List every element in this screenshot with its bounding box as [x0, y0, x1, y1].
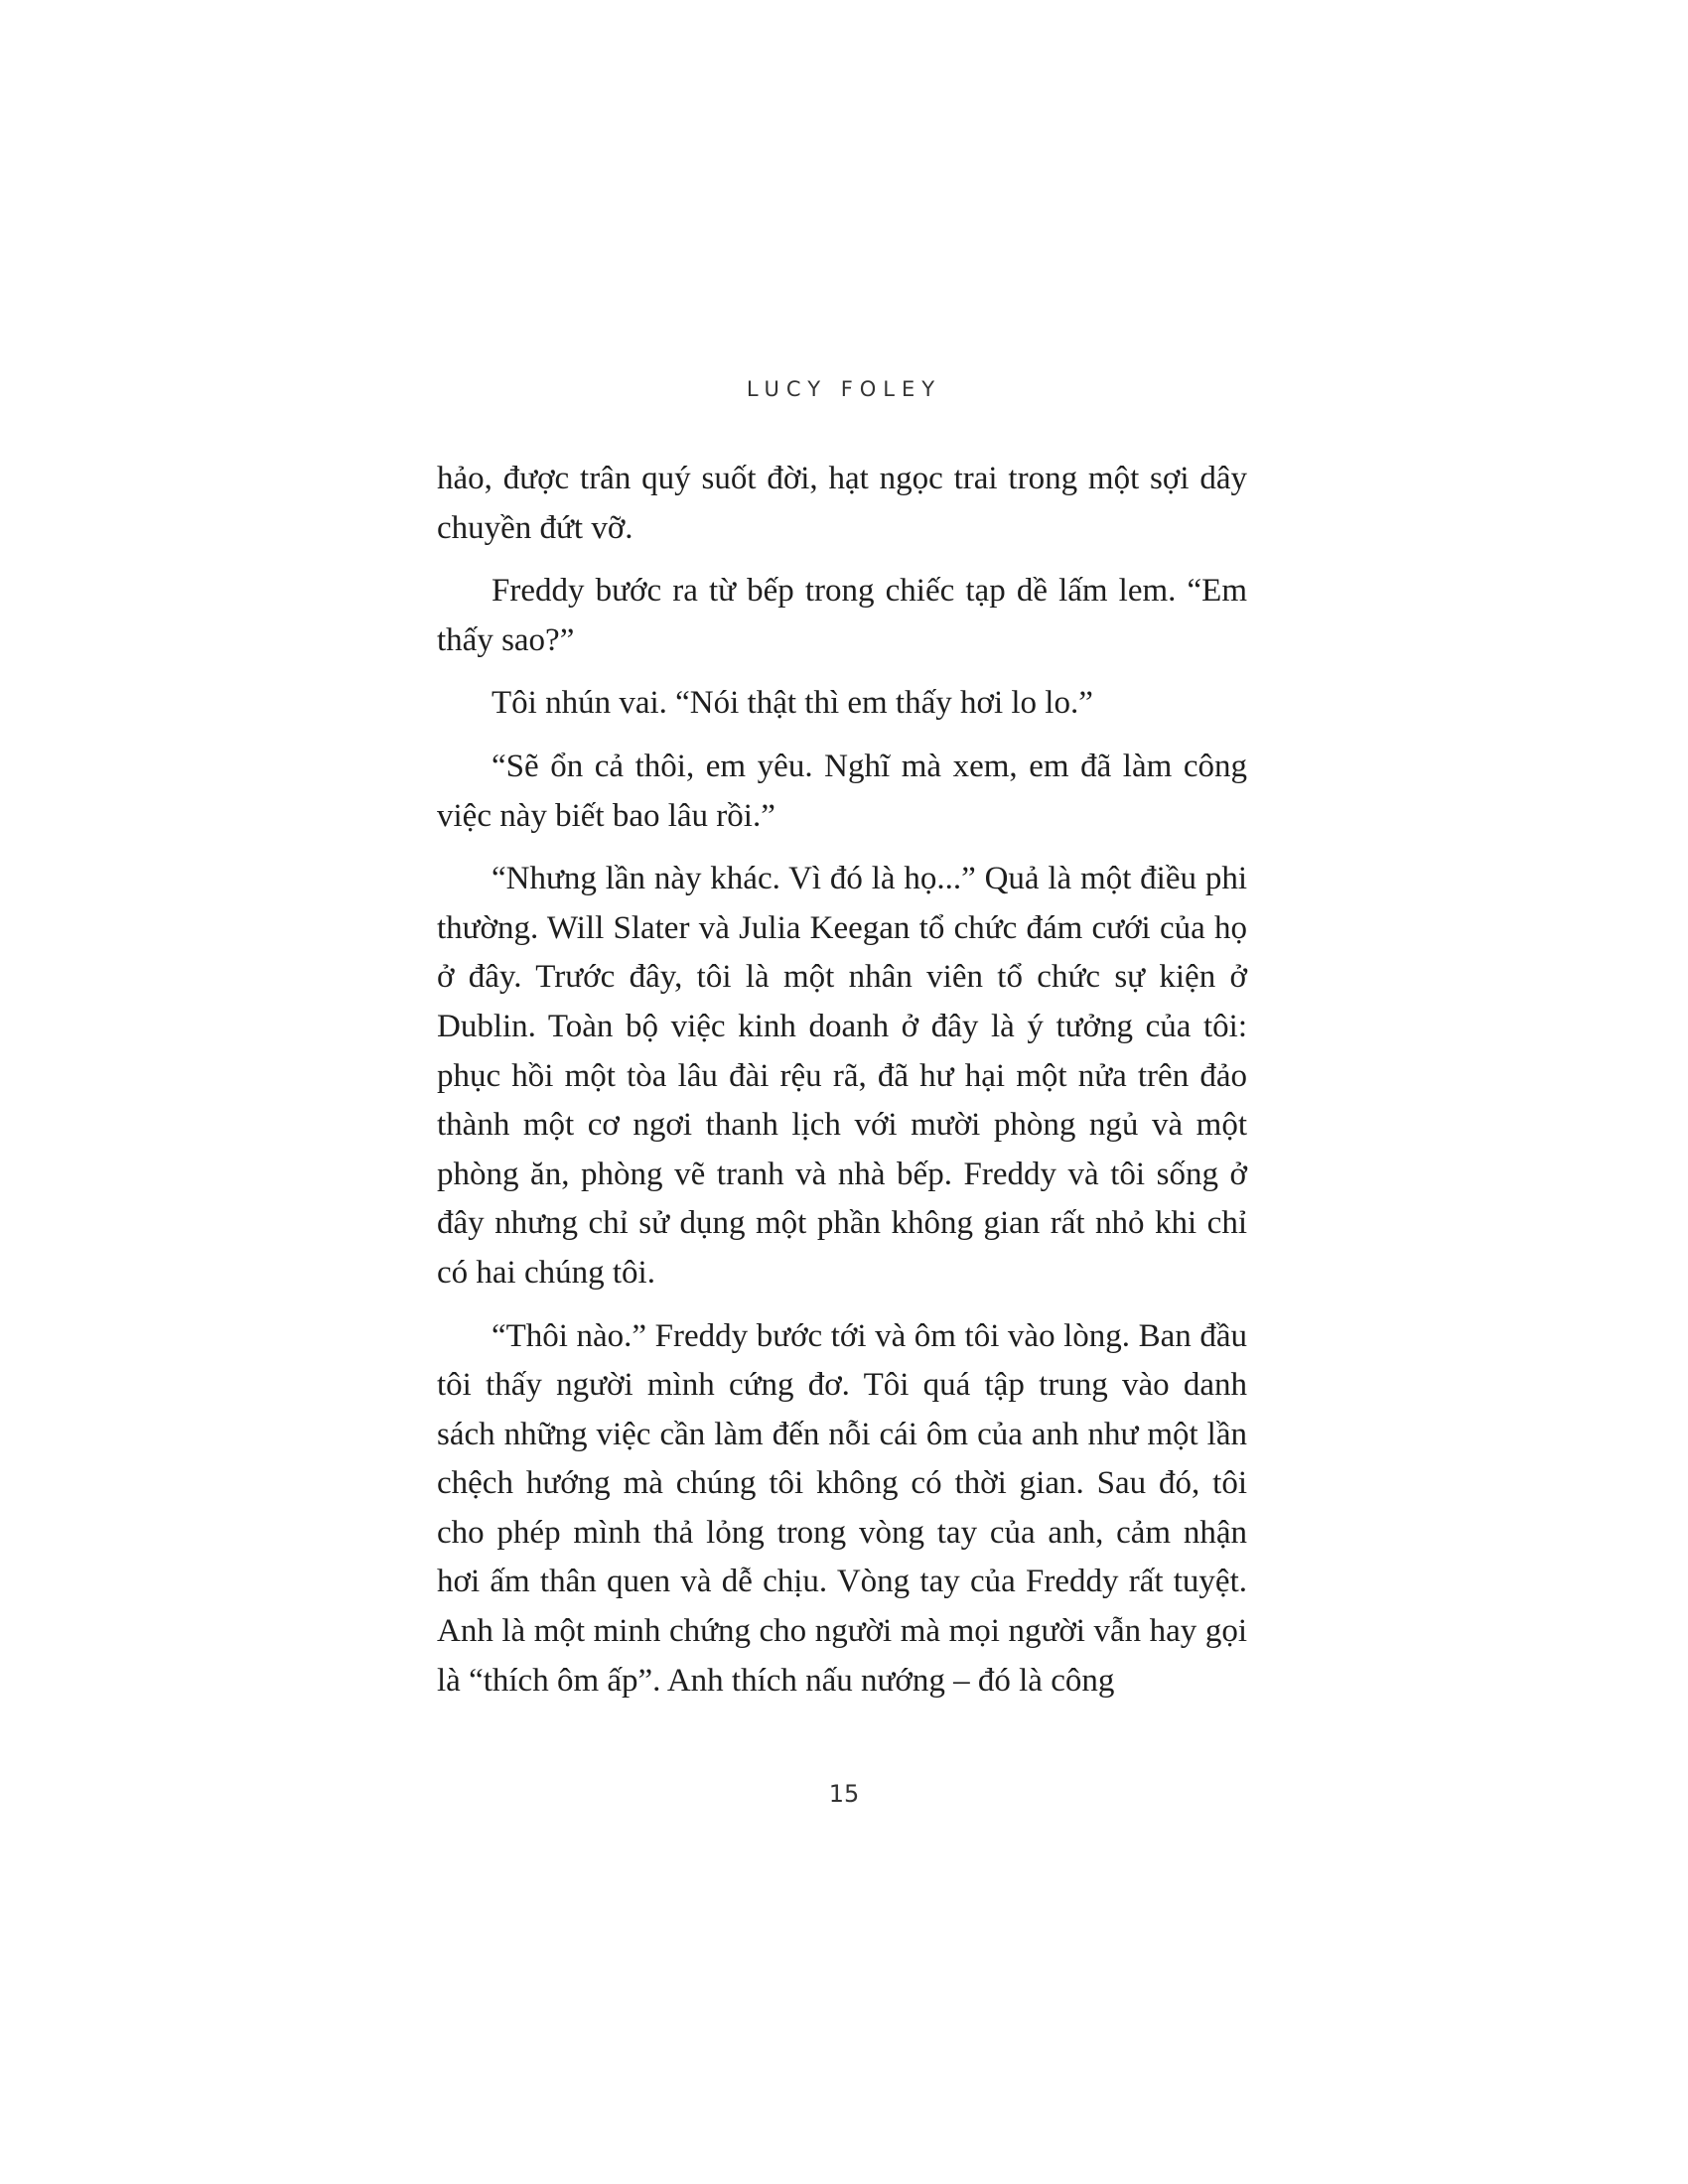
- body-text: [437, 455, 1247, 1719]
- paragraph-2: Freddy bước ra từ bếp trong chiếc tạp dề lấm lem. “Em thấy sao?”: [437, 573, 1247, 658]
- paragraph-3: Tôi nhún vai. “Nói thật thì em thấy hơi lo lo.”: [492, 685, 1093, 722]
- paragraph-6: “Thôi nào.” Freddy bước tới và ôm tôi vào lòng. Ban đầu tôi thấy người mình cứng đơ. Tôi quá tập trung vào danh sách những việc cần làm đến nỗi cái ôm của anh như một lần chệch hướng mà chúng tôi không có thời gian. Sau đó, tôi cho phép mình thả lỏng trong vòng tay của anh, cảm nhận hơi ấm thân quen và dễ chịu. Vòng tay của Freddy rất tuyệt. Anh là một minh chứng cho người mà mọi người vẫn hay gọi là “thích ôm ấp”. Anh thích nấu nướng – đó là công: [437, 1317, 1247, 1699]
- running-header-author: LUCY FOLEY: [746, 377, 942, 401]
- paragraph-5: “Nhưng lần này khác. Vì đó là họ...” Quả là một điều phi thường. Will Slater và Julia Keegan tổ chức đám cưới của họ ở đây. Trước đây, tôi là một nhân viên tổ chức sự kiện ở Dublin. Toàn bộ việc kinh doanh ở đây là ý tưởng của tôi: phục hồi một tòa lâu đài rệu rã, đã hư hại một nửa trên đảo thành một cơ ngơi thanh lịch với mười phòng ngủ và một phòng ăn, phòng vẽ tranh và nhà bếp. Freddy và tôi sống ở đây nhưng chỉ sử dụng một phần không gian rất nhỏ khi chỉ có hai chúng tôi.: [437, 861, 1247, 1291]
- paragraph-4: “Sẽ ổn cả thôi, em yêu. Nghĩ mà xem, em đã làm công việc này biết bao lâu rồi.”: [437, 748, 1247, 834]
- page-number: 15: [828, 1780, 860, 1808]
- paragraph-1: hảo, được trân quý suốt đời, hạt ngọc trai trong một sợi dây chuyền đứt vỡ.: [437, 461, 1247, 546]
